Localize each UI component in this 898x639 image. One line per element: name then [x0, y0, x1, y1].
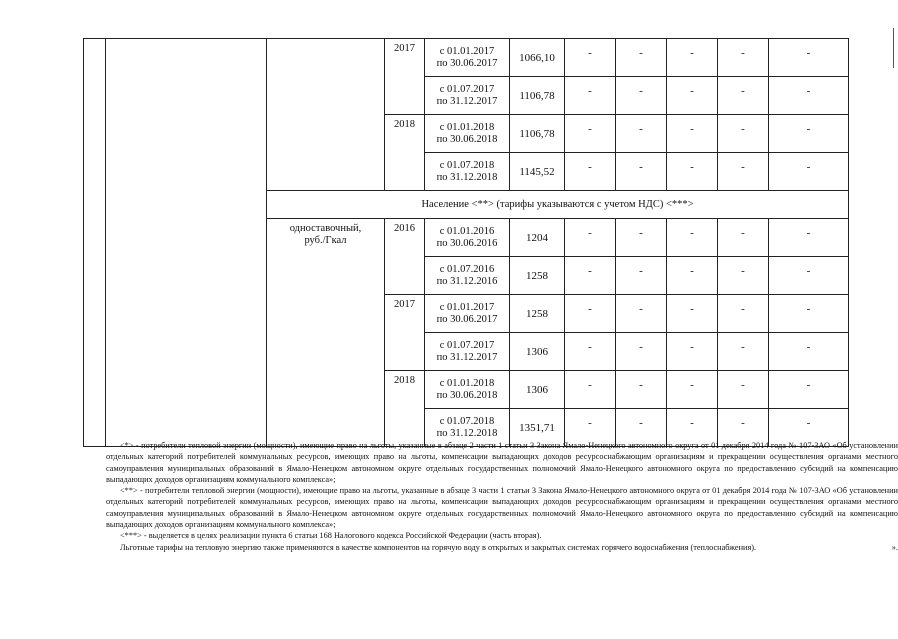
- tariff-value-cell: 1066,10: [510, 39, 565, 77]
- dash-cell: -: [718, 333, 769, 371]
- dash-cell: -: [769, 409, 849, 447]
- period-cell: [425, 153, 510, 191]
- dash-cell: -: [565, 219, 616, 257]
- dash-cell: -: [565, 295, 616, 333]
- period-end: по 31.12.2017: [436, 95, 498, 107]
- tariff-type-line2: руб./Гкал: [304, 235, 347, 246]
- section-header: Население <**> (тарифы указываются с учетом НДС) <***>: [267, 191, 849, 219]
- tariff-value-cell: 1351,71: [510, 409, 565, 447]
- dash-cell: -: [616, 219, 667, 257]
- dash-cell: -: [667, 115, 718, 153]
- dash-cell: -: [565, 77, 616, 115]
- dash-cell: -: [718, 115, 769, 153]
- period-start: с 01.01.2018: [439, 377, 495, 389]
- tariff-table: [83, 38, 849, 447]
- period-start: с 01.07.2018: [439, 159, 495, 171]
- dash-cell: -: [667, 257, 718, 295]
- dash-cell: -: [769, 115, 849, 153]
- period-cell: [425, 333, 510, 371]
- footnote-3: <***> - выделяется в целях реализации пункта 6 статьи 168 Налогового кодекса Российской Федерации (часть вторая).: [120, 531, 542, 541]
- period-end: по 30.06.2018: [436, 133, 498, 145]
- period-start: с 01.01.2016: [439, 225, 495, 237]
- dash-cell: -: [667, 39, 718, 77]
- dash-cell: -: [718, 77, 769, 115]
- dash-cell: -: [769, 153, 849, 191]
- dash-cell: -: [769, 219, 849, 257]
- footnotes: [106, 440, 898, 553]
- tariff-type-cell: [267, 219, 385, 447]
- dash-cell: -: [718, 153, 769, 191]
- period-cell: [425, 115, 510, 153]
- dash-cell: -: [667, 77, 718, 115]
- period-start: с 01.07.2017: [439, 339, 495, 351]
- year-cell: 2017: [385, 39, 425, 115]
- footnote-4: [106, 542, 898, 553]
- dash-cell: -: [769, 257, 849, 295]
- period-end: по 31.12.2016: [436, 275, 498, 287]
- period-start: с 01.01.2017: [439, 301, 495, 313]
- dash-cell: -: [667, 371, 718, 409]
- dash-cell: -: [616, 371, 667, 409]
- period-end: по 31.12.2018: [436, 171, 498, 183]
- dash-cell: -: [718, 409, 769, 447]
- dash-cell: -: [616, 39, 667, 77]
- period-start: с 01.07.2017: [439, 83, 495, 95]
- period-end: по 30.06.2017: [436, 57, 498, 69]
- year-cell: 2016: [385, 219, 425, 295]
- tariff-value-cell: 1145,52: [510, 153, 565, 191]
- period-start: с 01.01.2017: [439, 45, 495, 57]
- dash-cell: -: [565, 333, 616, 371]
- period-start: с 01.01.2018: [439, 121, 495, 133]
- dash-cell: -: [565, 371, 616, 409]
- dash-cell: -: [616, 333, 667, 371]
- period-cell: [425, 257, 510, 295]
- period-end: по 30.06.2017: [436, 313, 498, 325]
- dash-cell: -: [565, 409, 616, 447]
- dash-cell: -: [718, 257, 769, 295]
- year-cell: 2018: [385, 115, 425, 191]
- dash-cell: -: [565, 153, 616, 191]
- tariff-value-cell: 1106,78: [510, 77, 565, 115]
- period-end: по 31.12.2018: [436, 427, 498, 439]
- dash-cell: -: [616, 77, 667, 115]
- closing-quote: ».: [891, 542, 898, 552]
- footnote-1: <*> - потребители тепловой энергии (мощности), имеющие право на льготы, указанные в абзаце 2 части 1 статьи 3 Закона Ямало-Ненецкого автономного округа от 01 декабря 2014 года № 107-ЗАО «Об установлении отдельных категорий потребителей коммунальных ресурсов, имеющих право на льготы, компенсации выпадающих доходов ресурсоснабжающим организациям и прекращении осуществления органами местного самоуправления муниципальных образований в Ямало-Ненецком автономном округе отдельных государственных полномочий Ямало-Ненецкого автономного округа по предоставлению субсидий на компенсацию выпадающих доходов организациям коммунального комплекса»;: [106, 441, 898, 484]
- dash-cell: -: [565, 39, 616, 77]
- dash-cell: -: [769, 371, 849, 409]
- tariff-value-cell: 1204: [510, 219, 565, 257]
- tariff-value-cell: 1106,78: [510, 115, 565, 153]
- tariff-type-line1: одноставочный,: [289, 223, 362, 234]
- dash-cell: -: [718, 219, 769, 257]
- period-cell: [425, 77, 510, 115]
- dash-cell: -: [616, 409, 667, 447]
- page-edge-mark: [893, 28, 898, 68]
- dash-cell: -: [667, 153, 718, 191]
- period-start: с 01.07.2018: [439, 415, 495, 427]
- period-cell: [425, 219, 510, 257]
- year-cell: 2017: [385, 295, 425, 371]
- period-cell: [425, 39, 510, 77]
- dash-cell: -: [616, 153, 667, 191]
- dash-cell: -: [769, 295, 849, 333]
- dash-cell: -: [769, 333, 849, 371]
- dash-cell: -: [769, 77, 849, 115]
- dash-cell: -: [718, 371, 769, 409]
- dash-cell: -: [616, 257, 667, 295]
- tariff-value-cell: 1258: [510, 295, 565, 333]
- dash-cell: -: [565, 257, 616, 295]
- period-cell: [425, 295, 510, 333]
- consumer-cell: [106, 39, 267, 447]
- period-start: с 01.07.2016: [439, 263, 495, 275]
- dash-cell: -: [616, 295, 667, 333]
- period-end: по 30.06.2016: [436, 237, 498, 249]
- year-cell: 2018: [385, 371, 425, 447]
- tariff-value-cell: 1258: [510, 257, 565, 295]
- dash-cell: -: [667, 295, 718, 333]
- dash-cell: -: [667, 333, 718, 371]
- footnote-4-text: Льготные тарифы на тепловую энергию также применяются в качестве компонентов на горячую воду в открытых и закрытых системах горячего водоснабжения (теплоснабжения).: [120, 542, 757, 552]
- footnote-2: <**> - потребители тепловой энергии (мощности), имеющие право на льготы, указанные в абзаце 3 части 1 статьи 3 Закона Ямало-Ненецкого автономного округа от 01 декабря 2014 года № 107-ЗАО «Об установлении отдельных категорий потребителей коммунальных ресурсов, имеющих право на льготы, компенсации выпадающих доходов ресурсоснабжающим организациям и прекращении осуществления органами местного самоуправления муниципальных образований в Ямало-Ненецком автономном округе отдельных государственных полномочий Ямало-Ненецкого автономного округа по предоставлению субсидий на компенсацию выпадающих доходов организациям коммунального комплекса»;: [106, 486, 898, 530]
- dash-cell: -: [616, 115, 667, 153]
- tariff-value-cell: 1306: [510, 371, 565, 409]
- dash-cell: -: [718, 39, 769, 77]
- dash-cell: -: [667, 219, 718, 257]
- period-cell: [425, 371, 510, 409]
- tariff-value-cell: 1306: [510, 333, 565, 371]
- dash-cell: -: [718, 295, 769, 333]
- tariff-type-cell: [267, 39, 385, 191]
- table-row: [84, 39, 849, 77]
- row-index-cell: [84, 39, 106, 447]
- dash-cell: -: [667, 409, 718, 447]
- period-end: по 30.06.2018: [436, 389, 498, 401]
- period-end: по 31.12.2017: [436, 351, 498, 363]
- dash-cell: -: [565, 115, 616, 153]
- dash-cell: -: [769, 39, 849, 77]
